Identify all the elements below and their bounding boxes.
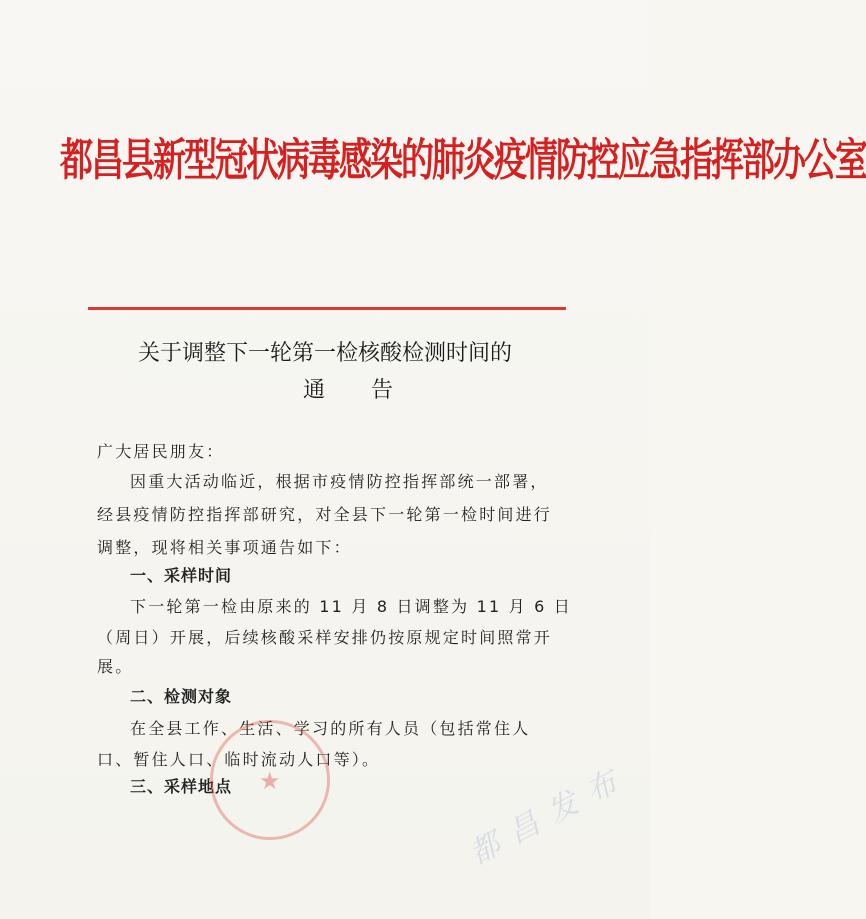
salutation: 广大居民朋友： [97,442,225,461]
intro-line: 调整，现将相关事项通告如下： [97,538,352,557]
section-line: 在全县工作、生活、学习的所有人员（包括常住人 [130,719,531,738]
section-line: 口、暂住人口、临时流动人口等）。 [97,750,381,769]
notice-title-suffix: 通告 [302,378,439,403]
section-heading-test-subjects: 二、检测对象 [130,687,233,706]
red-separator-line [88,307,566,310]
issuing-organization-header: 都昌县新型冠状病毒感染的肺炎疫情防控应急指挥部办公室 [60,133,866,186]
publisher-watermark: 都昌发布 [463,758,636,872]
section-heading-sampling-time: 一、采样时间 [130,566,233,585]
star-icon: ★ [259,767,281,795]
intro-line: 经县疫情防控指挥部研究，对全县下一轮第一检时间进行 [97,505,553,524]
intro-line: 因重大活动临近，根据市疫情防控指挥部统一部署， [130,472,549,491]
section-line: （周日）开展，后续核酸采样安排仍按原规定时间照常开 [97,628,553,647]
section-line: 下一轮第一检由原来的 11 月 8 日调整为 11 月 6 日 [130,597,572,616]
section-line: 展。 [97,657,134,676]
section-heading-sampling-location: 三、采样地点 [130,777,233,796]
official-seal-stamp [210,720,330,840]
notice-title: 关于调整下一轮第一检核酸检测时间的 [137,341,512,366]
